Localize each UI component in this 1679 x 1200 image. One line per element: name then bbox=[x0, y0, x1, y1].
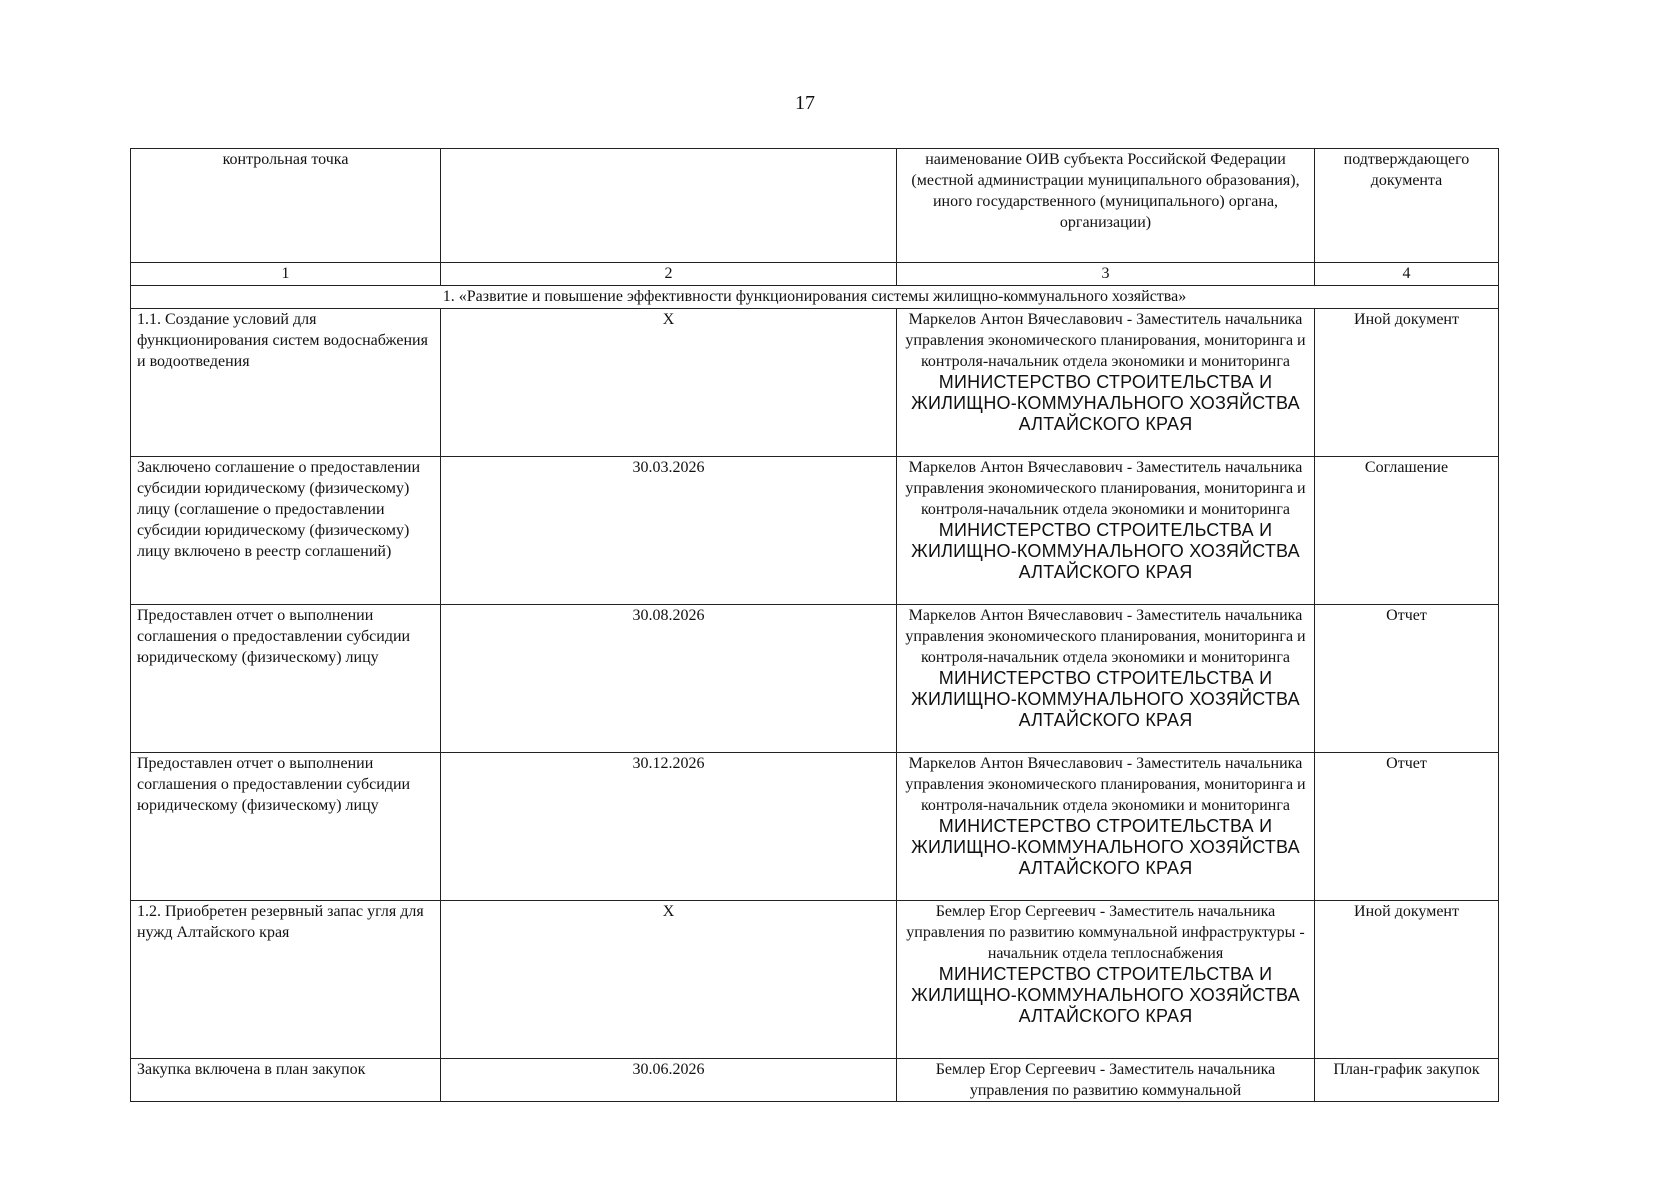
row-document: Отчет bbox=[1315, 753, 1499, 901]
responsible-person: Маркелов Антон Вячеславович - Заместитель начальника управления экономического планирования, мониторинга и контроля-начальник отдела экономики и мониторинга bbox=[905, 755, 1306, 814]
responsible-person: Бемлер Егор Сергеевич - Заместитель начальника управления по развитию коммунальной bbox=[935, 1061, 1276, 1099]
row-date: 30.03.2026 bbox=[441, 457, 897, 605]
row-name: Заключено соглашение о предоставлении субсидии юридическому (физическому) лицу (соглашение о предоставлении субсидии юридическому (физическому) лицу включено в реестр соглашений) bbox=[131, 457, 441, 605]
row-date: 30.08.2026 bbox=[441, 605, 897, 753]
row-document: Соглашение bbox=[1315, 457, 1499, 605]
row-responsible bbox=[897, 1059, 1315, 1102]
row-document: Иной документ bbox=[1315, 309, 1499, 457]
row-document: Иной документ bbox=[1315, 901, 1499, 1059]
table-row bbox=[131, 1059, 1499, 1102]
responsible-org: МИНИСТЕРСТВО СТРОИТЕЛЬСТВА И ЖИЛИЩНО-КОММУНАЛЬНОГО ХОЗЯЙСТВА АЛТАЙСКОГО КРАЯ bbox=[911, 372, 1300, 434]
responsible-org: МИНИСТЕРСТВО СТРОИТЕЛЬСТВА И ЖИЛИЩНО-КОММУНАЛЬНОГО ХОЗЯЙСТВА АЛТАЙСКОГО КРАЯ bbox=[911, 668, 1300, 730]
control-points-table bbox=[130, 148, 1499, 1102]
table-header-row bbox=[131, 149, 1499, 263]
page-number: 17 bbox=[795, 92, 815, 114]
row-responsible bbox=[897, 901, 1315, 1059]
column-number: 4 bbox=[1315, 263, 1499, 286]
row-responsible bbox=[897, 753, 1315, 901]
section-title: 1. «Развитие и повышение эффективности функционирования системы жилищно-коммунального хозяйства» bbox=[131, 286, 1499, 309]
row-date: 30.12.2026 bbox=[441, 753, 897, 901]
header-col4: подтверждающего документа bbox=[1315, 149, 1499, 263]
column-number: 3 bbox=[897, 263, 1315, 286]
responsible-person: Маркелов Антон Вячеславович - Заместитель начальника управления экономического планирования, мониторинга и контроля-начальник отдела экономики и мониторинга bbox=[905, 607, 1306, 666]
row-name: Предоставлен отчет о выполнении соглашения о предоставлении субсидии юридическому (физическому) лицу bbox=[131, 605, 441, 753]
column-number: 1 bbox=[131, 263, 441, 286]
row-responsible bbox=[897, 309, 1315, 457]
responsible-org: МИНИСТЕРСТВО СТРОИТЕЛЬСТВА И ЖИЛИЩНО-КОММУНАЛЬНОГО ХОЗЯЙСТВА АЛТАЙСКОГО КРАЯ bbox=[911, 816, 1300, 878]
row-responsible bbox=[897, 457, 1315, 605]
column-numbers-row bbox=[131, 263, 1499, 286]
row-name: Закупка включена в план закупок bbox=[131, 1059, 441, 1102]
table-row bbox=[131, 605, 1499, 753]
row-name: Предоставлен отчет о выполнении соглашения о предоставлении субсидии юридическому (физическому) лицу bbox=[131, 753, 441, 901]
row-document: План-график закупок bbox=[1315, 1059, 1499, 1102]
responsible-person: Бемлер Егор Сергеевич - Заместитель начальника управления по развитию коммунальной инфраструктуры - начальник отдела теплоснабжения bbox=[906, 903, 1305, 962]
row-date: X bbox=[441, 901, 897, 1059]
row-date: X bbox=[441, 309, 897, 457]
responsible-org: МИНИСТЕРСТВО СТРОИТЕЛЬСТВА И ЖИЛИЩНО-КОММУНАЛЬНОГО ХОЗЯЙСТВА АЛТАЙСКОГО КРАЯ bbox=[911, 520, 1300, 582]
header-col3: наименование ОИВ субъекта Российской Федерации (местной администрации муниципального образования), иного государственного (муниципального) органа, организации) bbox=[897, 149, 1315, 263]
row-document: Отчет bbox=[1315, 605, 1499, 753]
row-date: 30.06.2026 bbox=[441, 1059, 897, 1102]
header-col2 bbox=[441, 149, 897, 263]
row-name: 1.2. Приобретен резервный запас угля для нужд Алтайского края bbox=[131, 901, 441, 1059]
responsible-org: МИНИСТЕРСТВО СТРОИТЕЛЬСТВА И ЖИЛИЩНО-КОММУНАЛЬНОГО ХОЗЯЙСТВА АЛТАЙСКОГО КРАЯ bbox=[911, 964, 1300, 1026]
header-col1: контрольная точка bbox=[131, 149, 441, 263]
table-row bbox=[131, 457, 1499, 605]
column-number: 2 bbox=[441, 263, 897, 286]
responsible-person: Маркелов Антон Вячеславович - Заместитель начальника управления экономического планирования, мониторинга и контроля-начальник отдела экономики и мониторинга bbox=[905, 311, 1306, 370]
table-row bbox=[131, 901, 1499, 1059]
table-row bbox=[131, 309, 1499, 457]
row-name: 1.1. Создание условий для функционирования систем водоснабжения и водоотведения bbox=[131, 309, 441, 457]
responsible-person: Маркелов Антон Вячеславович - Заместитель начальника управления экономического планирования, мониторинга и контроля-начальник отдела экономики и мониторинга bbox=[905, 459, 1306, 518]
section-row bbox=[131, 286, 1499, 309]
table-row bbox=[131, 753, 1499, 901]
row-responsible bbox=[897, 605, 1315, 753]
